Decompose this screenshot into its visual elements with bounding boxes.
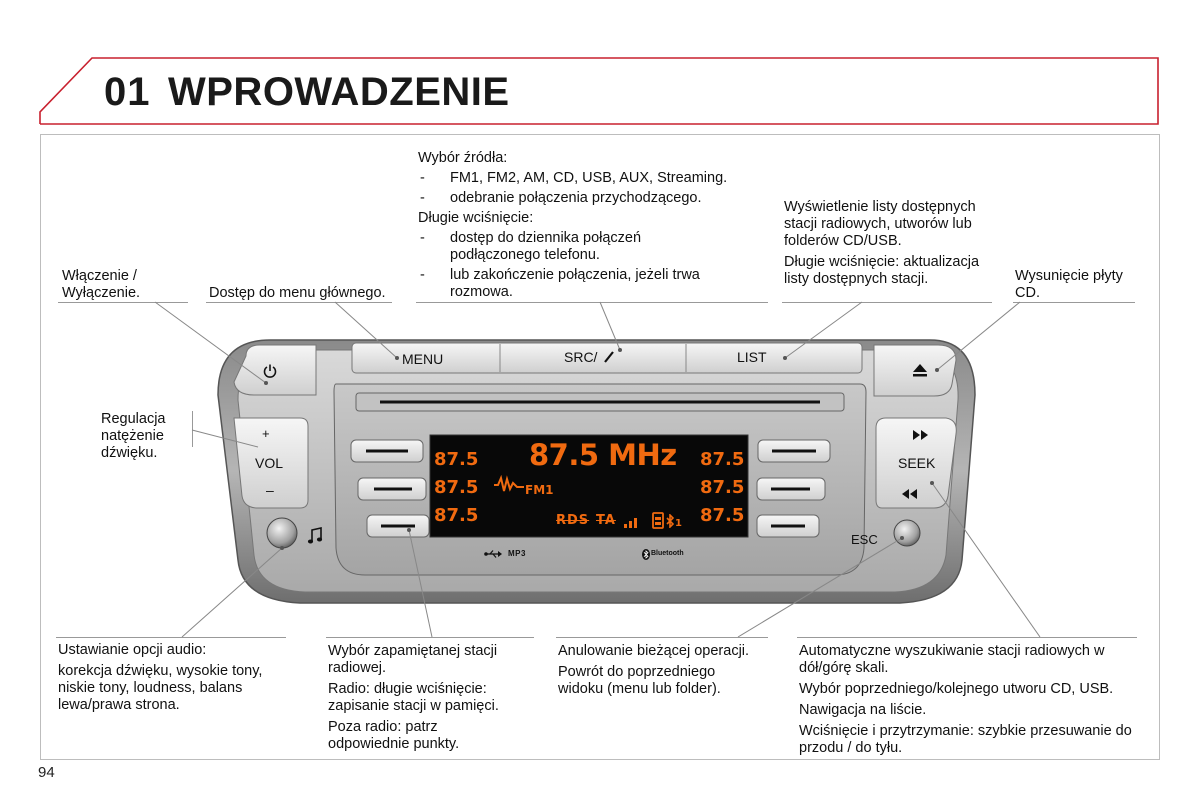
menu-annotation: Dostęp do menu głównego. <box>209 285 386 301</box>
eject-icon <box>912 362 928 378</box>
esc-label: ESC <box>851 532 878 547</box>
rewind-icon[interactable] <box>901 489 919 499</box>
volume-minus[interactable]: – <box>266 482 274 498</box>
seek-label: SEEK <box>898 455 936 471</box>
bluetooth-icon <box>642 549 650 560</box>
list-button[interactable] <box>686 343 862 373</box>
display-preset-left-3: 87.5 <box>434 505 479 526</box>
display-band: FM1 <box>525 483 554 497</box>
audio-heading: Ustawianie opcji audio: <box>58 642 207 658</box>
presets-outside: Poza radio: patrz odpowiednie punkty. <box>328 719 460 752</box>
fast-forward-icon[interactable] <box>912 430 930 440</box>
source-long-press-item: - lub zakończenie połączenia, jeżeli trwa rozmowa. <box>418 267 750 301</box>
phone-battery-icon <box>652 511 664 529</box>
bluetooth-label: Bluetooth <box>651 550 684 557</box>
preset-buttons-right <box>757 440 830 537</box>
list-button-label: LIST <box>737 349 767 365</box>
signal-wave-icon <box>493 475 525 493</box>
seek-heading: Automatyczne wyszukiwanie stacji radiowych w dół/górę skali. <box>799 643 1105 676</box>
display-frequency: 87.5 MHz <box>529 438 677 472</box>
list-text: Wyświetlenie listy dostępnych stacji radiowych, utworów lub folderów CD/USB. <box>784 199 976 249</box>
signal-strength-icon <box>624 518 638 528</box>
source-long-press-item: - dostęp do dziennika połączeń podłączonego telefonu. <box>418 230 700 264</box>
presets-heading: Wybór zapamiętanej stacji radiowej. <box>328 643 498 676</box>
seek-control[interactable] <box>876 418 956 508</box>
esc-knob[interactable] <box>894 520 920 546</box>
esc-text: Powrót do poprzedniego widoku (menu lub folder). <box>558 664 721 697</box>
display-preset-right-3: 87.5 <box>700 505 745 526</box>
mp3-label: MP3 <box>508 549 526 558</box>
display-preset-left-1: 87.5 <box>434 449 479 470</box>
volume-label: VOL <box>255 455 284 471</box>
page-number: 94 <box>38 764 55 781</box>
volume-annotation: Regulacja natężenie dźwięku. <box>101 411 166 461</box>
power-button[interactable] <box>236 345 316 395</box>
menu-button-label: MENU <box>402 351 444 367</box>
chapter-number: 01 <box>104 70 151 114</box>
radio-display <box>430 435 748 537</box>
source-item: - FM1, FM2, AM, CD, USB, AUX, Streaming. <box>418 170 770 187</box>
esc-heading: Anulowanie bieżącej operacji. <box>558 643 750 659</box>
usb-icon <box>484 549 502 559</box>
source-long-press-heading: Długie wciśnięcie: <box>418 210 534 226</box>
seek-cd-usb: Wybór poprzedniego/kolejnego utworu CD, USB. <box>799 681 1114 697</box>
source-item: - odebranie połączenia przychodzącego. <box>418 190 770 207</box>
power-annotation: Włączenie / Wyłączenie. <box>62 268 141 301</box>
display-bluetooth-icon <box>666 514 674 528</box>
audio-text: korekcja dźwięku, wysokie tony, niskie tony, loudness, balans lewa/prawa strona. <box>58 663 263 713</box>
display-rds: RDS <box>556 513 590 528</box>
volume-plus[interactable]: + <box>262 426 270 441</box>
display-preset-right-2: 87.5 <box>700 477 745 498</box>
menu-button[interactable] <box>352 343 500 373</box>
chapter-title: WPROWADZENIE <box>168 70 510 114</box>
presets-radio: Radio: długie wciśnięcie: zapisanie stacji w pamięci. <box>328 681 499 714</box>
source-heading: Wybór źródła: <box>418 150 508 166</box>
src-button[interactable] <box>500 343 686 373</box>
seek-hold: Wciśnięcie i przytrzymanie: szybkie przesuwanie do przodu / do tyłu. <box>799 723 1132 756</box>
volume-control[interactable] <box>242 418 308 508</box>
seek-nav: Nawigacja na liście. <box>799 702 927 718</box>
audio-knob[interactable] <box>267 518 297 548</box>
display-ta: TA <box>596 513 616 528</box>
src-button-label: SRC/ <box>564 349 598 365</box>
music-note-icon <box>307 527 323 545</box>
eject-button[interactable] <box>874 345 956 396</box>
eject-annotation: Wysunięcie płyty CD. <box>1015 268 1123 301</box>
power-icon <box>262 363 278 379</box>
display-preset-right-1: 87.5 <box>700 449 745 470</box>
display-bt-index: 1 <box>675 518 682 529</box>
phone-icon <box>604 351 614 363</box>
list-long-press: Długie wciśnięcie: aktualizacja listy dostępnych stacji. <box>784 254 980 287</box>
display-preset-left-2: 87.5 <box>434 477 479 498</box>
